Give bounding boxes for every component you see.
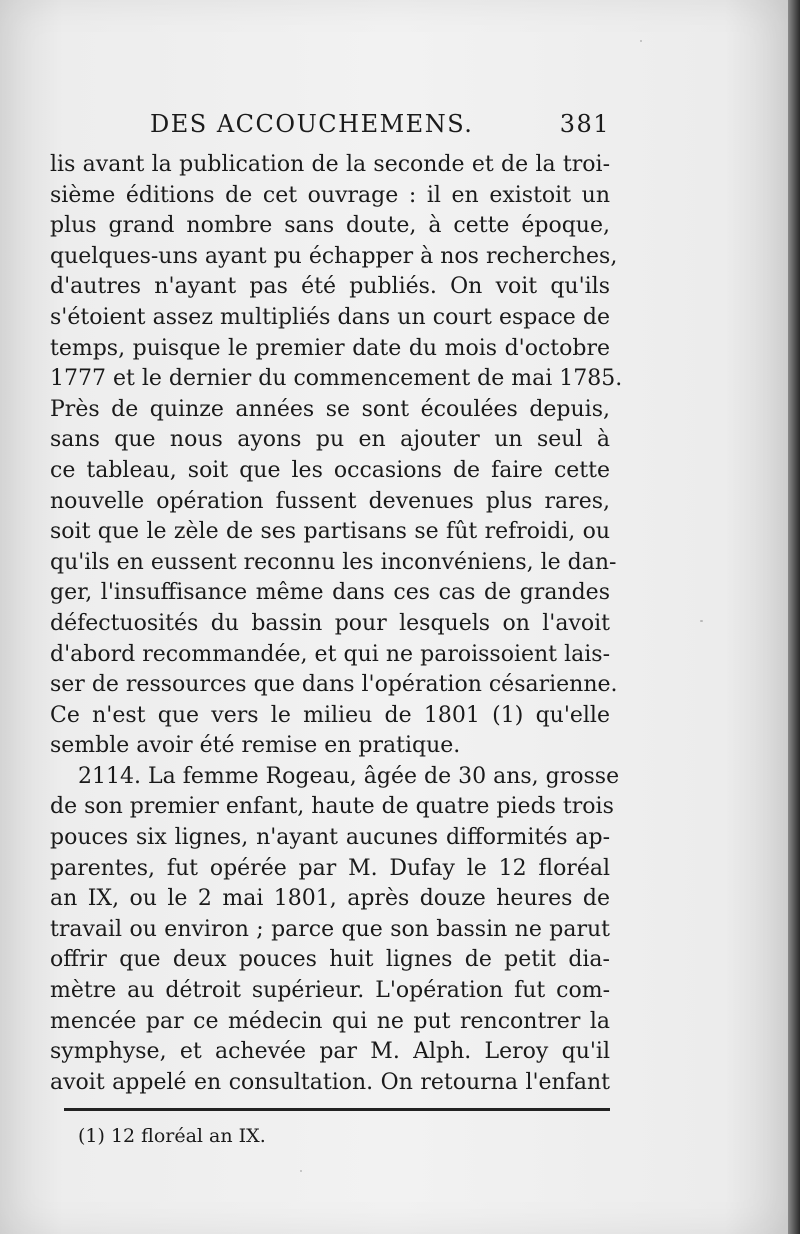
- footnote-rule: [64, 1108, 610, 1111]
- text-line: d'autres n'ayant pas été publiés. On voit qu'ils: [50, 274, 610, 300]
- running-head-title: DES ACCOUCHEMENS.: [150, 110, 474, 138]
- text-line: défectuosités du bassin pour lesquels on l'avoit: [50, 610, 610, 636]
- text-line: s'étoient assez multipliés dans un court espace de: [50, 304, 610, 330]
- text-line: travail ou environ ; parce que son bassin ne parut: [50, 916, 610, 942]
- text-line: an IX, ou le 2 mai 1801, après douze heures de: [50, 886, 610, 912]
- text-line: temps, puisque le premier date du mois d'octobre: [50, 335, 610, 361]
- text-line: offrir que deux pouces huit lignes de petit dia-: [50, 947, 610, 973]
- text-line: sième éditions de cet ouvrage : il en existoit un: [50, 182, 610, 208]
- text-line: d'abord recommandée, et qui ne paroissoient lais-: [50, 641, 610, 667]
- text-line: pouces six lignes, n'ayant aucunes difformités ap-: [50, 825, 610, 851]
- text-line: soit que le zèle de ses partisans se fût refroidi, ou: [50, 519, 610, 545]
- text-line: sans que nous ayons pu en ajouter un seul à: [50, 427, 610, 453]
- text-line: de son premier enfant, haute de quatre pieds trois: [50, 794, 614, 820]
- text-line: symphyse, et achevée par M. Alph. Leroy qu'il: [50, 1039, 610, 1065]
- text-line: Près de quinze années se sont écoulées depuis,: [50, 396, 610, 422]
- paper-speck: [120, 230, 122, 232]
- paper-speck: [300, 1170, 302, 1172]
- paper-speck: [700, 620, 703, 622]
- text-line: quelques-uns ayant pu échapper à nos recherches,: [50, 243, 618, 269]
- text-line: ger, l'insuffisance même dans ces cas de grandes: [50, 580, 610, 606]
- text-line: plus grand nombre sans doute, à cette époque,: [50, 213, 610, 239]
- text-line: Ce n'est que vers le milieu de 1801 (1) qu'elle: [50, 702, 610, 728]
- text-line: mencée par ce médecin qui ne put rencontrer la: [50, 1008, 610, 1034]
- text-line: semble avoir été remise en pratique.: [50, 733, 461, 759]
- text-line: ce tableau, soit que les occasions de faire cette: [50, 457, 610, 483]
- paper-speck: [640, 40, 642, 42]
- text-line: ser de ressources que dans l'opération césarienne.: [50, 672, 618, 698]
- text-line: mètre au détroit supérieur. L'opération fut com-: [50, 978, 610, 1004]
- page-edge-shadow: [788, 0, 800, 1234]
- text-line: nouvelle opération fussent devenues plus rares,: [50, 488, 610, 514]
- text-line: lis avant la publication de la seconde et de la troi-: [50, 152, 610, 177]
- text-line: parentes, fut opérée par M. Dufay le 12 floréal: [50, 855, 610, 881]
- text-line: 2114. La femme Rogeau, âgée de 30 ans, grosse: [78, 763, 620, 789]
- text-line: 1777 et le dernier du commencement de mai 1785.: [50, 366, 623, 392]
- page-number: 381: [559, 110, 610, 138]
- text-line: avoit appelé en consultation. On retourna l'enfant: [50, 1069, 610, 1095]
- text-line: qu'ils en eussent reconnu les inconvéniens, le dan-: [50, 549, 617, 575]
- body-text: [50, 150, 623, 1098]
- footnote: (1) 12 floréal an IX.: [78, 1125, 266, 1147]
